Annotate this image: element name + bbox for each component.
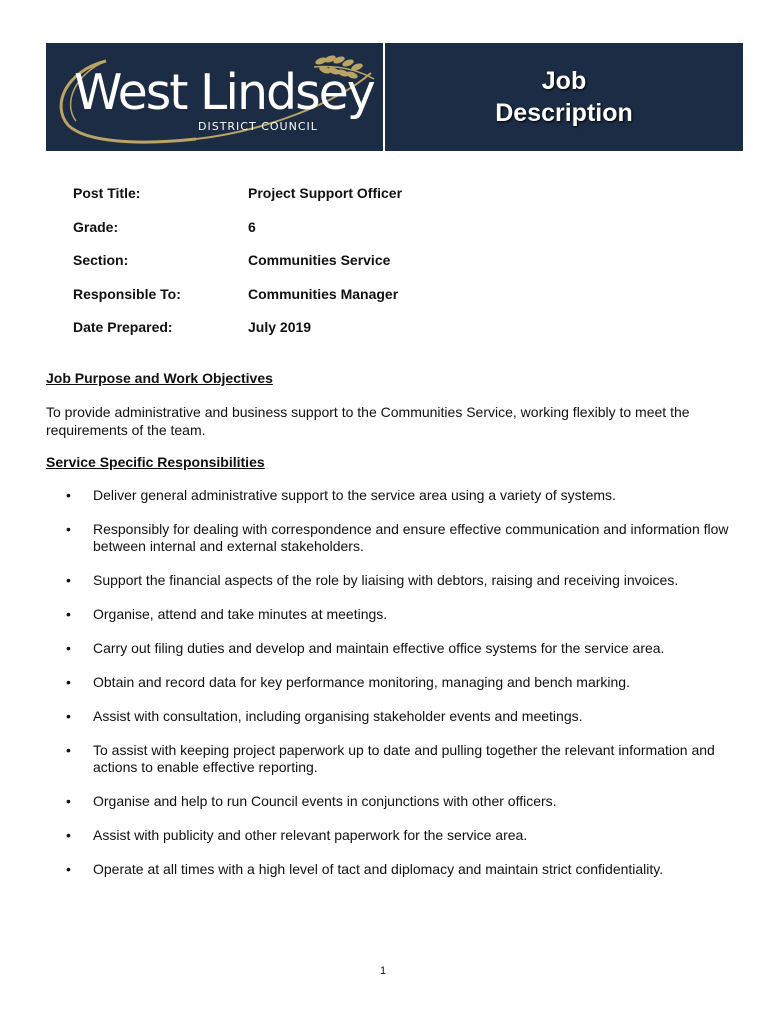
- page-number: 1: [380, 965, 387, 977]
- post-details: [73, 185, 402, 353]
- responsibilities-list: [66, 487, 736, 895]
- grade-row: [73, 219, 402, 253]
- section-value: Communities Service: [248, 252, 391, 268]
- responsible-to-value: Communities Manager: [248, 285, 399, 302]
- list-item: • To assist with keeping project paperwork up to date and pulling together the relevant information and actions to enable effective reporting.: [66, 742, 715, 775]
- bullet-icon: •: [66, 674, 71, 690]
- bullet-icon: •: [66, 487, 71, 503]
- date-prepared-label: Date Prepared:: [73, 319, 173, 335]
- job-purpose-text: To provide administrative and business support to the Communities Service, working flexibly to meet the requirements of the team.: [46, 404, 690, 438]
- post-title-label: Post Title:: [73, 185, 141, 201]
- section-row: [73, 252, 402, 286]
- bullet-icon: •: [66, 572, 71, 588]
- list-item: • Obtain and record data for key performance monitoring, managing and bench marking.: [66, 674, 630, 690]
- list-item: • Assist with publicity and other relevant paperwork for the service area.: [66, 827, 528, 843]
- date-prepared-value: July 2019: [248, 319, 312, 335]
- bullet-icon: •: [66, 708, 71, 724]
- bullet-icon: •: [66, 606, 71, 622]
- bullet-icon: •: [66, 827, 71, 843]
- bullet-icon: •: [66, 640, 71, 656]
- document-header: [46, 43, 743, 151]
- responsible-to-label: Responsible To:: [73, 285, 181, 302]
- list-item: • Support the financial aspects of the role by liaising with debtors, raising and receiving invoices.: [66, 572, 679, 588]
- date-prepared-row: [73, 319, 402, 353]
- bullet-icon: •: [66, 521, 71, 537]
- list-item: • Deliver general administrative support to the service area using a variety of systems.: [66, 487, 616, 503]
- grade-value: 6: [248, 218, 256, 235]
- grade-label: Grade:: [73, 218, 119, 235]
- section-label: Section:: [73, 252, 129, 268]
- bullet-icon: •: [66, 793, 71, 809]
- responsibilities-heading: Service Specific Responsibilities: [46, 454, 265, 470]
- list-item: • Organise, attend and take minutes at meetings.: [66, 606, 388, 622]
- post-title-value: Project Support Officer: [248, 185, 403, 201]
- document-title-line-2: Description: [495, 99, 633, 127]
- list-item: • Assist with consultation, including organising stakeholder events and meetings.: [66, 708, 583, 724]
- list-item: • Organise and help to run Council events in conjunctions with other officers.: [66, 793, 557, 809]
- document-title-line-1: Job: [541, 67, 587, 95]
- list-item: • Responsibly for dealing with correspondence and ensure effective communication and information flow between internal and external stakeholders.: [66, 521, 729, 554]
- document-title-box: [385, 43, 743, 151]
- council-logo: [46, 43, 383, 151]
- bullet-icon: •: [66, 861, 71, 877]
- responsible-to-row: [73, 286, 402, 320]
- post-title-row: [73, 185, 402, 219]
- list-item: • Carry out filing duties and develop and maintain effective office systems for the service area.: [66, 640, 665, 656]
- logo-wordmark: West Lindsey: [74, 64, 374, 121]
- job-purpose-heading: Job Purpose and Work Objectives: [46, 370, 273, 386]
- list-item: • Operate at all times with a high level of tact and diplomacy and maintain strict confidentiality.: [66, 861, 664, 877]
- logo-subtitle: DISTRICT COUNCIL: [198, 120, 318, 133]
- bullet-icon: •: [66, 742, 71, 758]
